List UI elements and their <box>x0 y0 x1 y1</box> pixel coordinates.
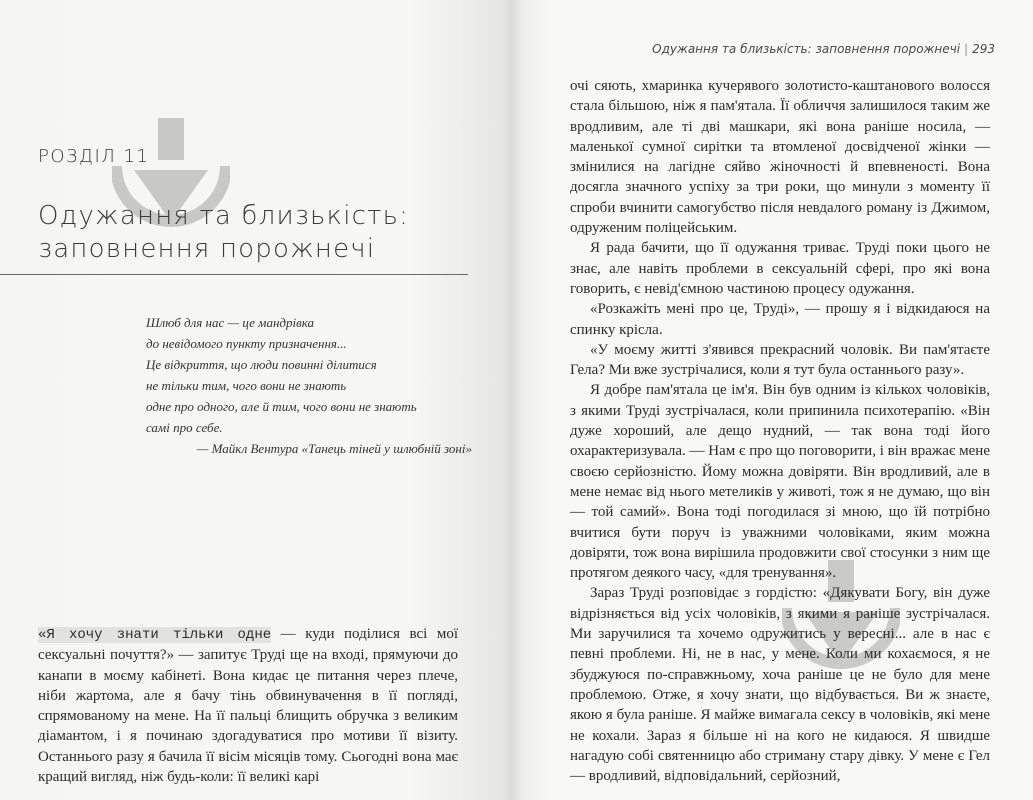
chapter-title-line1: Одужання та близькість: <box>38 201 410 231</box>
opening-paragraph <box>38 624 458 787</box>
epigraph-line: Шлюб для нас — це мандрівка <box>146 315 315 330</box>
paragraph: Зараз Труді розповідає з гордістю: «Дякувати Богу, він дуже відрізняється від усіх чоловіків, з якими я раніше зустрічалася. Ми заручилися та хочемо одружитись у вересні... але в нас є певні проблеми. Ні, не в нас, у мене. Коли ми кохаємося, я не збуджуюся по-справжньому, хоча раніше це не було для мене проблемою. Отже, я хочу знати, що відбувається. Ви ж знаєте, якою я була раніше. Я майже вимагала сексу в чоловіків, які мене не кохали. Зараз я більше ні на кого не кидаюся. Я швидше нагадую собі святенницю або стриману стару дівку. У мене є Гел — вродливий, відповідальний, серйозний, <box>570 585 990 785</box>
epigraph-line: самі про себе. <box>146 420 223 435</box>
opening-paragraph-text: — куди поділися всі мої сексуальні почуття?» — запитує Труді ще на вході, прямуючи до канапи в моєму кабінеті. Вона кидає це питання через плече, ніби жартома, але я бачу тінь обвинувачення в її погляді, спрямованому на мене. На її пальці блищить обручка з великим діамантом, і я починаю здогадуватися про мотиви її візиту. Останнього разу я бачила її вісім місяців тому. Сьогодні вона має кращий вигляд, ніж будь-коли: її великі карі <box>38 626 458 786</box>
chapter-title <box>38 200 488 266</box>
epigraph <box>146 312 476 459</box>
epigraph-line: Це відкриття, що люди повинні ділитися <box>146 357 377 372</box>
right-body-text <box>570 76 990 786</box>
running-title: Одужання та близькість: заповнення порожнечі <box>652 42 961 56</box>
page-number: 293 <box>972 42 995 56</box>
paragraph: очі сяють, хмаринка кучерявого золотисто-каштанового волосся стала більшою, ніж я пам'ятала. Її обличчя залишилося таким же вродливим, але ті дві машкари, які вона раніше носила, — маленької сумної сирітки та втомленої досвідченої жінки — змінилися на лагідне сяйво жіночності й впевненості. Вона досягла значного успіху за три роки, що минули з моменту її спроби вчинити самогубство після невдалого роману із Джимом, одруженим поліцейським. <box>570 78 990 237</box>
title-divider <box>0 274 468 275</box>
running-header <box>605 42 995 56</box>
epigraph-line: не тільки тим, чого вони не знають <box>146 378 347 393</box>
chapter-label: РОЗДІЛ 11 <box>38 146 150 167</box>
chapter-title-line2: заповнення порожнечі <box>38 234 376 264</box>
paragraph: «Розкажіть мені про це, Труді», — прошу я і відкидаюся на спинку крісла. <box>570 301 990 338</box>
left-body-text <box>38 624 458 787</box>
epigraph-line: одне про одного, але й тим, чого вони не знають <box>146 399 417 414</box>
lead-in-phrase: «Я хочу знати тільки одне <box>38 627 272 643</box>
epigraph-attribution: — Майкл Вентура «Танець тіней у шлюбній зоні» <box>196 441 472 456</box>
paragraph: Я добре пам'ятала це ім'я. Він був одним із кількох чоловіків, з якими Труді зустрічалася, коли припинила психотерапію. «Він дуже хороший, але дещо нудний, — так вона тоді його охарактеризувала. — Нам є про що поговорити, і він вражає мене своєю серйозністю. Йому можна довіряти. Він вродливий, але в мене немає від нього метеликів у животі, тож я не думаю, що він — той самий». Вона тоді погодилася зі мною, що їй потрібно вчитися бути поруч із уважними чоловіками, яким можна довіряти, тож вона вирішила продовжити свої стосунки з ним ще протягом деякого часу, «для тренування». <box>570 382 990 582</box>
paragraph: Я рада бачити, що її одужання триває. Труді поки цього не знає, але навіть проблеми в сексуальній сфері, про які вона говорить, є невід'ємною частиною процесу одужання. <box>570 240 990 297</box>
left-page <box>0 0 512 800</box>
epigraph-line: до невідомого пункту призначення... <box>146 336 347 351</box>
header-separator: | <box>964 42 969 56</box>
paragraph: «У моєму житті з'явився прекрасний чоловік. Ви пам'ятаєте Гела? Ми вже зустрічалися, коли я тут була останнього разу». <box>570 341 990 379</box>
